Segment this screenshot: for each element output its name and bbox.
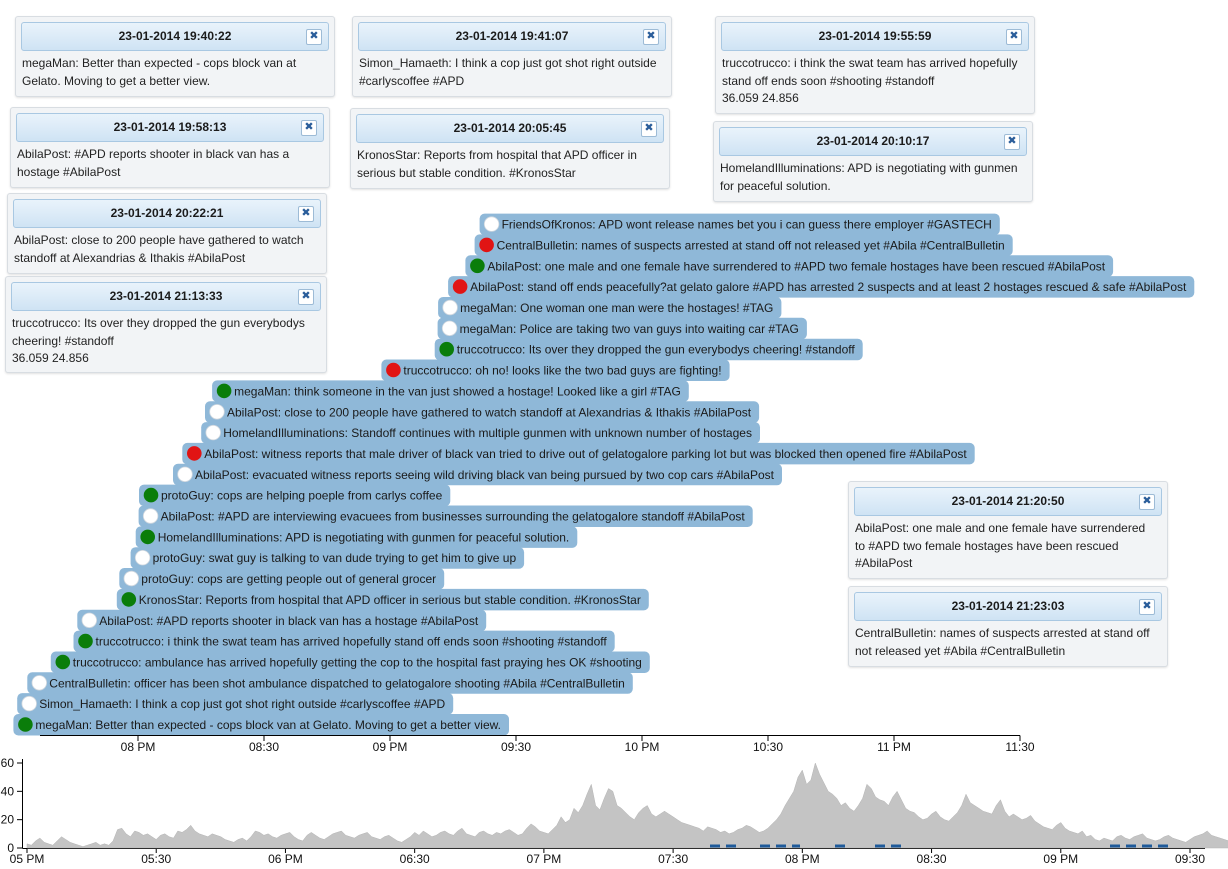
tweet-card-body xyxy=(22,55,328,90)
tweet-card-line: AbilaPost: #APD reports shooter in black van has a xyxy=(17,147,290,161)
tweet-card-line: AbilaPost: one male and one female have surrendered xyxy=(855,521,1146,535)
tweet-card-body xyxy=(722,55,1028,108)
timeline-message-text: megaMan: Better than expected - cops block van at Gelato. Moving to get a better view. xyxy=(35,718,501,732)
close-icon[interactable]: ✖ xyxy=(1139,494,1155,510)
tweet-card-line: HomelandIlluminations: APD is negotiating with gunmen xyxy=(720,161,1018,175)
tweet-card-line: for peaceful solution. xyxy=(720,178,831,193)
close-icon[interactable]: ✖ xyxy=(306,29,322,45)
sentiment-dot[interactable] xyxy=(82,613,97,628)
tweet-card-body xyxy=(855,625,1161,660)
overview-x-tick-label: 06 PM xyxy=(268,852,303,866)
timeline-message-text: protoGuy: cops are helping poeple from carlys coffee xyxy=(161,488,443,503)
timeline-tick-label: 09 PM xyxy=(372,740,408,754)
timeline-message-text: AbilaPost: one male and one female have surrendered to #APD two female hostages have been rescued #AbilaPost xyxy=(487,259,1106,274)
overview-x-tick-label: 08:30 xyxy=(916,852,947,866)
tweet-card[interactable] xyxy=(7,193,327,274)
timeline-message-text: megaMan: One woman one man were the hostages! #TAG xyxy=(460,301,774,315)
timeline-tick-label: 11:30 xyxy=(1005,740,1035,754)
sentiment-dot[interactable] xyxy=(78,634,93,649)
tweet-card-header[interactable] xyxy=(356,114,664,143)
sentiment-dot[interactable] xyxy=(484,217,499,232)
timeline-message-text: AbilaPost: #APD reports shooter in black van has a hostage #AbilaPost xyxy=(99,613,479,628)
tweet-card-header[interactable] xyxy=(358,22,666,51)
close-icon[interactable]: ✖ xyxy=(641,121,657,137)
tweet-card-timestamp: 23-01-2014 19:58:13 xyxy=(113,120,227,134)
overview-y-tick-label: 20 xyxy=(0,812,14,827)
tweet-card-line: #carlyscoffee #APD xyxy=(359,73,465,88)
overview-x-tick-label: 06:30 xyxy=(399,852,430,866)
timeline-message-text: protoGuy: swat guy is talking to van dude trying to get him to give up xyxy=(152,551,517,566)
tweet-card[interactable] xyxy=(5,276,327,373)
tweet-card-body xyxy=(17,146,323,181)
timeline-message-text: AbilaPost: #APD are interviewing evacuees from businesses surrounding the gelatogalore standoff #AbilaPost xyxy=(160,509,745,524)
tweet-card-timestamp: 23-01-2014 21:13:33 xyxy=(109,289,223,303)
overview-x-tick-label: 07 PM xyxy=(526,852,562,866)
sentiment-dot[interactable] xyxy=(217,384,232,399)
tweet-card-header[interactable] xyxy=(854,487,1162,516)
overview-x-tick-label: 09 PM xyxy=(1043,852,1079,866)
tweet-card[interactable] xyxy=(848,481,1168,579)
timeline-message-text: truccotrucco: Its over they dropped the gun everybodys cheering! #standoff xyxy=(456,342,855,357)
tweet-card-line: KronosStar: Reports from hospital that APD officer in xyxy=(357,148,637,162)
tweet-card[interactable] xyxy=(352,16,672,97)
sentiment-dot[interactable] xyxy=(122,592,137,607)
overview-x-tick-label: 08 PM xyxy=(784,852,820,866)
tweet-card-line: serious but stable condition. #KronosStar xyxy=(357,165,576,180)
tweet-card-header[interactable] xyxy=(854,592,1162,621)
sentiment-dot[interactable] xyxy=(386,363,401,378)
tweet-card-line: stand off ends soon #shooting #standoff xyxy=(722,73,935,88)
tweet-card-line: Simon_Hamaeth: I think a cop just got shot right outside xyxy=(359,56,657,70)
timeline-tick-label: 11 PM xyxy=(877,740,911,754)
timeline-message-text: Simon_Hamaeth: I think a cop just got shot right outside #carlyscoffee #APD xyxy=(39,697,446,712)
overview-x-tick-label: 05 PM xyxy=(9,852,45,866)
close-icon[interactable]: ✖ xyxy=(643,29,659,45)
tweet-card-header[interactable] xyxy=(21,22,329,51)
tweet-card-line: AbilaPost: close to 200 people have gathered to watch xyxy=(14,233,304,247)
sentiment-dot[interactable] xyxy=(187,446,202,461)
timeline-tick-label: 09:30 xyxy=(500,740,532,754)
close-icon[interactable]: ✖ xyxy=(298,289,314,305)
sentiment-dot[interactable] xyxy=(178,467,193,482)
overview-y-tick-label: 40 xyxy=(0,784,14,799)
tweet-card-header[interactable] xyxy=(719,127,1027,156)
sentiment-dot[interactable] xyxy=(140,530,155,545)
close-icon[interactable]: ✖ xyxy=(1004,134,1020,150)
tweet-card-body xyxy=(14,232,320,267)
tweet-card-line: not released yet #Abila #CentralBulletin xyxy=(855,643,1066,658)
timeline-message-text: AbilaPost: witness reports that male driver of black van tried to drive out of gelatogalore parking lot but was blocked then opened fire #AbilaPost xyxy=(204,446,967,461)
tweet-card-line: truccotrucco: Its over they dropped the gun everybodys xyxy=(12,316,305,330)
close-icon[interactable]: ✖ xyxy=(1006,29,1022,45)
timeline-message-text: truccotrucco: oh no! looks like the two bad guys are fighting! xyxy=(403,363,722,378)
timeline-message-text: AbilaPost: close to 200 people have gathered to watch standoff at Alexandrias & Ithakis #AbilaPost xyxy=(227,405,752,420)
tweet-card-line: truccotrucco: i think the swat team has arrived hopefully xyxy=(722,56,1018,70)
tweet-card[interactable] xyxy=(15,16,335,97)
tweet-card[interactable] xyxy=(848,586,1168,667)
timeline-message-text: CentralBulletin: officer has been shot ambulance dispatched to gelatogalore shooting #Abila #CentralBulletin xyxy=(49,676,625,691)
tweet-card-timestamp: 23-01-2014 19:55:59 xyxy=(818,29,932,43)
sentiment-dot[interactable] xyxy=(124,571,139,586)
tweet-card-line: #AbilaPost xyxy=(855,556,913,570)
tweet-card-header[interactable] xyxy=(721,22,1029,51)
tweet-card-header[interactable] xyxy=(16,113,324,142)
sentiment-dot[interactable] xyxy=(22,696,37,711)
sentiment-dot[interactable] xyxy=(18,717,33,732)
tweet-card-timestamp: 23-01-2014 19:40:22 xyxy=(118,29,232,43)
tweet-card[interactable] xyxy=(715,16,1035,114)
timeline-message-text: megaMan: Police are taking two van guys into waiting car #TAG xyxy=(459,321,799,336)
timeline-tick-label: 10:30 xyxy=(752,740,784,754)
tweet-card-body xyxy=(357,147,663,182)
sentiment-dot[interactable] xyxy=(32,676,47,691)
tweet-card-body xyxy=(720,160,1026,195)
tweet-card-header[interactable] xyxy=(13,199,321,228)
timeline-tick-label: 10 PM xyxy=(624,740,660,754)
sentiment-dot[interactable] xyxy=(453,279,468,294)
overview-activity-area xyxy=(27,763,1228,848)
tweet-card-header[interactable] xyxy=(11,282,321,311)
overview-y-tick-label: 0 xyxy=(7,841,14,855)
tweet-card-line: 36.059 24.856 xyxy=(722,91,799,105)
timeline-message-text: truccotrucco: i think the swat team has arrived hopefully stand off ends soon #shooting #standoff xyxy=(95,634,607,649)
overview-x-tick-label: 05:30 xyxy=(141,852,172,866)
tweet-card-line: megaMan: Better than expected - cops block van at xyxy=(22,56,297,70)
tweet-card[interactable] xyxy=(713,121,1033,202)
tweet-card-timestamp: 23-01-2014 20:10:17 xyxy=(816,134,930,148)
tweet-card[interactable] xyxy=(350,108,670,189)
timeline-message-text: HomelandIlluminations: Standoff continues with multiple gunmen with unknown number of hostages xyxy=(223,426,752,441)
timeline-tick-label: 08:30 xyxy=(248,740,280,754)
tweet-card-body xyxy=(855,520,1161,573)
timeline-message-text: FriendsOfKronos: APD wont release names bet you i can guess there employer #GASTECH xyxy=(501,217,992,232)
tweet-card-timestamp: 23-01-2014 21:23:03 xyxy=(951,599,1065,613)
sentiment-dot[interactable] xyxy=(443,300,458,315)
tweet-card[interactable] xyxy=(10,107,330,188)
sentiment-dot[interactable] xyxy=(439,342,454,357)
close-icon[interactable]: ✖ xyxy=(1139,599,1155,615)
tweet-card-timestamp: 23-01-2014 21:20:50 xyxy=(951,494,1065,508)
tweet-card-line: to #APD two female hostages have been rescued xyxy=(855,538,1119,553)
sentiment-dot[interactable] xyxy=(470,259,485,274)
tweet-card-line: 36.059 24.856 xyxy=(12,351,89,365)
timeline-message-text: AbilaPost: evacuated witness reports seeing wild driving black van being pursued by two cop cars #AbilaPost xyxy=(195,467,774,482)
tweet-card-timestamp: 23-01-2014 19:41:07 xyxy=(455,29,569,43)
sentiment-dot[interactable] xyxy=(210,405,225,420)
sentiment-dot[interactable] xyxy=(135,550,150,565)
timeline-message-text: truccotrucco: ambulance has arrived hopefully getting the cop to the hospital fast praying hes OK #shooting xyxy=(72,655,642,670)
sentiment-dot[interactable] xyxy=(442,321,457,336)
overview-x-tick-label: 07:30 xyxy=(658,852,689,866)
sentiment-dot[interactable] xyxy=(144,488,159,503)
tweet-card-line: hostage #AbilaPost xyxy=(17,164,121,179)
tweet-card-timestamp: 23-01-2014 20:05:45 xyxy=(453,121,567,135)
tweet-card-line: Gelato. Moving to get a better view. xyxy=(22,73,211,88)
tweet-card-timestamp: 23-01-2014 20:22:21 xyxy=(110,206,224,220)
timeline-message-text: CentralBulletin: names of suspects arrested at stand off not released yet #Abila #CentralBulletin xyxy=(496,238,1005,253)
overview-x-tick-label: 09:30 xyxy=(1174,852,1206,866)
sentiment-dot[interactable] xyxy=(56,655,71,670)
timeline-message-text: AbilaPost: stand off ends peacefully?at gelato galore #APD has arrested 2 suspects and at least 2 hostages rescued & safe #AbilaPost xyxy=(470,280,1187,295)
close-icon[interactable]: ✖ xyxy=(301,120,317,136)
tweet-card-body xyxy=(12,315,320,368)
timeline-message-text: KronosStar: Reports from hospital that APD officer in serious but stable condition. #KronosStar xyxy=(138,592,641,607)
tweet-card-line: standoff at Alexandrias & Ithakis #AbilaPost xyxy=(14,250,246,265)
overview-y-tick-label: 60 xyxy=(0,756,14,770)
sentiment-dot[interactable] xyxy=(143,509,158,524)
timeline-message-text: megaMan: think someone in the van just showed a hostage! Looked like a girl #TAG xyxy=(234,384,681,399)
close-icon[interactable]: ✖ xyxy=(298,206,314,222)
timeline-message-text: HomelandIlluminations: APD is negotiating with gunmen for peaceful solution. xyxy=(157,530,570,545)
timeline-message-text: protoGuy: cops are getting people out of general grocer xyxy=(141,572,437,586)
tweet-card-line: cheering! #standoff xyxy=(12,333,114,348)
sentiment-dot[interactable] xyxy=(206,425,221,440)
sentiment-dot[interactable] xyxy=(479,238,494,253)
tweet-card-body xyxy=(359,55,665,90)
tweet-card-line: CentralBulletin: names of suspects arrested at stand off xyxy=(855,626,1150,640)
timeline-tick-label: 08 PM xyxy=(120,740,156,754)
